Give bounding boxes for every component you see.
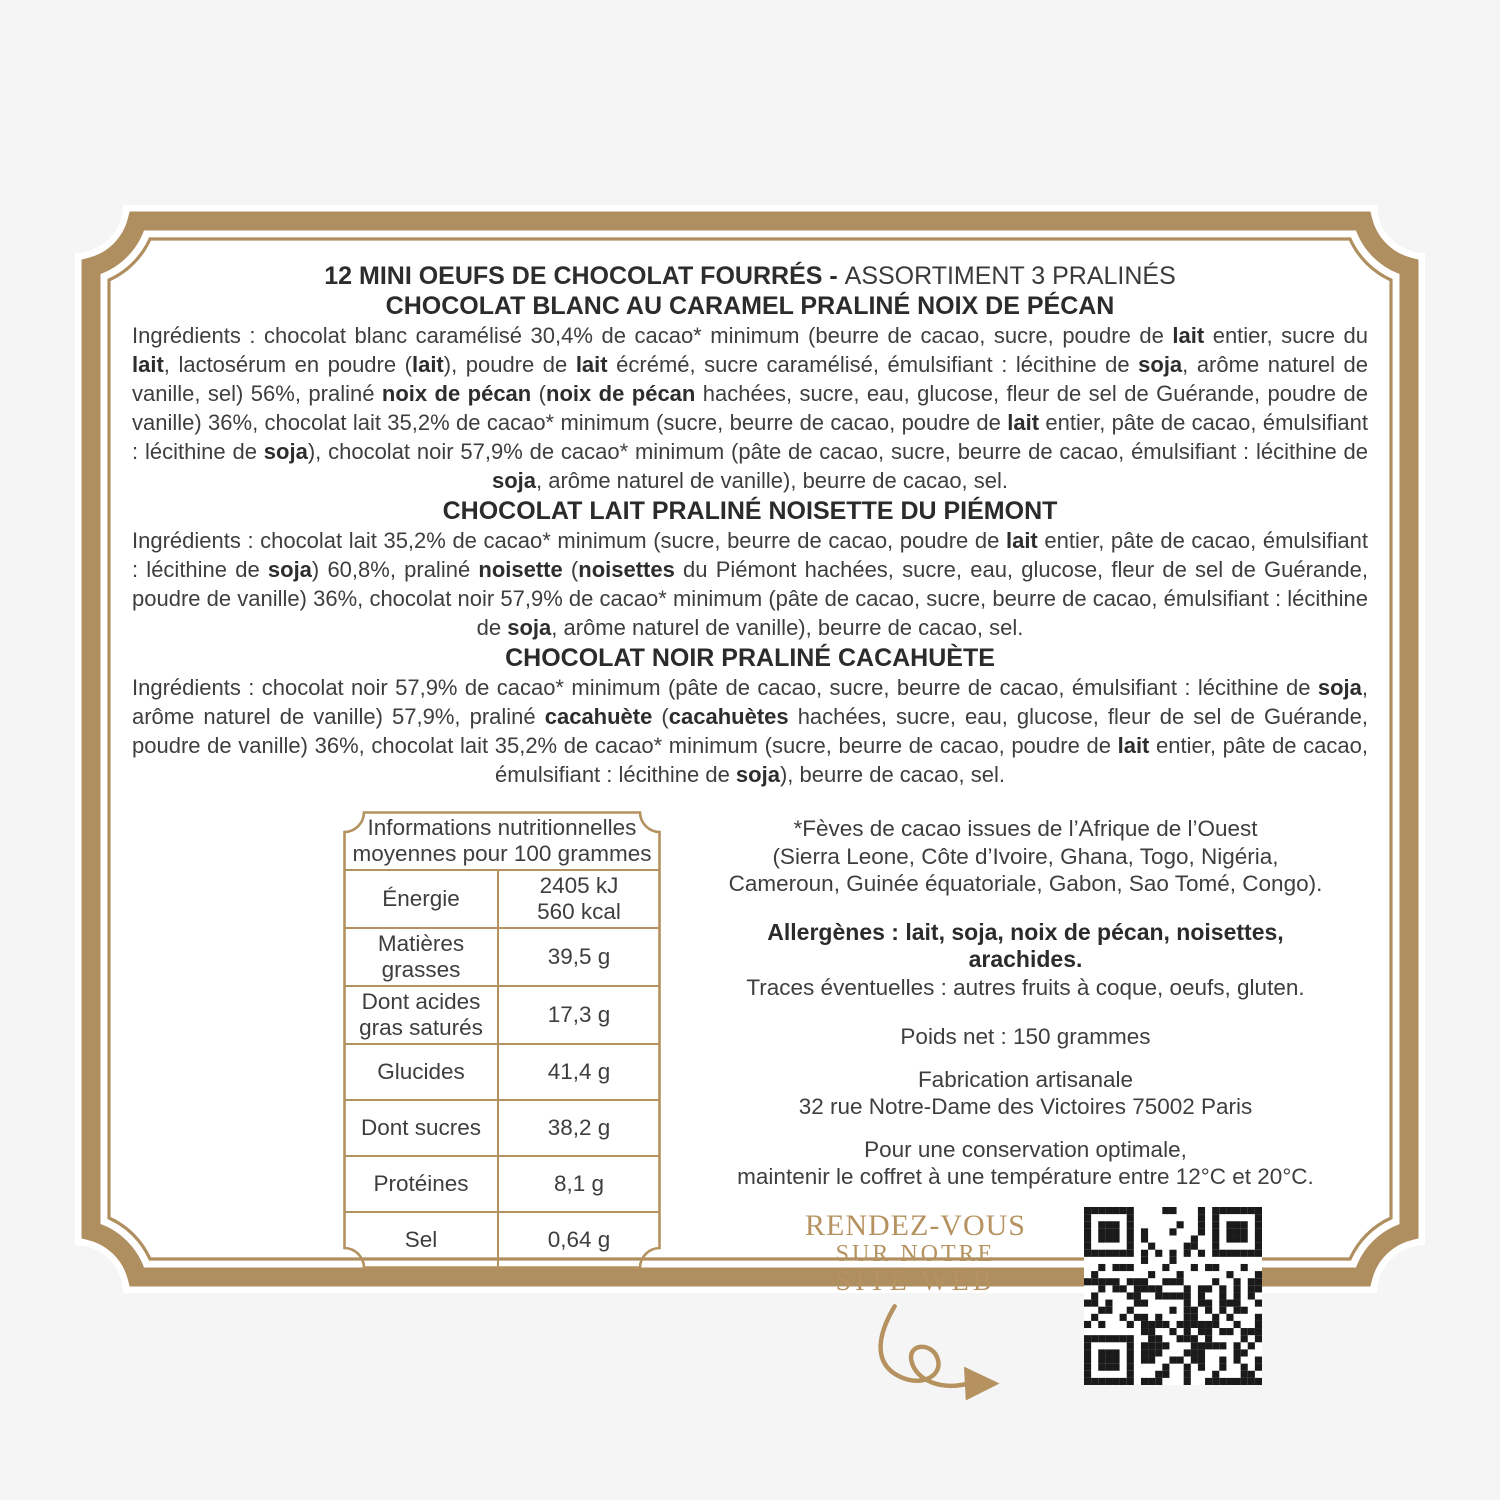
section-heading: CHOCOLAT NOIR PRALINÉ CACAHUÈTE	[505, 644, 995, 672]
nutrition-header: Informations nutritionnelles moyennes pour 100 grammes	[352, 815, 652, 866]
info-column	[713, 811, 1338, 1411]
section-dark-chocolate	[132, 643, 1368, 789]
nutrition-label: Glucides	[377, 1059, 465, 1084]
traces-line: Traces éventuelles : autres fruits à coque, oeufs, gluten.	[746, 974, 1305, 1000]
ingredients-paragraph: Ingrédients : chocolat noir 57,9% de cacao* minimum (pâte de cacao, sucre, beurre de cacao, émulsifiant : lécithine de soja, arôme naturel de vanille) 57,9%, praliné cacahuète (cacahuètes hachées, sucre, eau, glucose, fleur de sel de Guérande, poudre de vanille) 36%, chocolat lait 35,2% de cacao* minimum (sucre, beurre de cacao, poudre de lait entier, pâte de cacao, émulsifiant : lécithine de soja), beurre de cacao, sel.	[132, 675, 1368, 787]
nutrition-value: 41,4 g	[497, 1045, 659, 1099]
nutrition-row	[345, 1099, 659, 1155]
origin-note: *Fèves de cacao issues de l’Afrique de l’Ouest (Sierra Leone, Côte d’Ivoire, Ghana, Togo, Nigéria, Cameroun, Guinée équatoriale, Gabon, Sao Tomé, Congo).	[728, 816, 1323, 896]
section-milk-chocolate	[132, 496, 1368, 642]
nutrition-table	[343, 811, 661, 1269]
nutrition-label: Dont sucres	[360, 1115, 482, 1140]
website-promo-line: RENDEZ-VOUS	[805, 1208, 1026, 1242]
nutrition-label: Sel	[404, 1227, 438, 1252]
nutrition-label: Matières grasses	[377, 931, 465, 982]
ingredients-paragraph: Ingrédients : chocolat lait 35,2% de cacao* minimum (sucre, beurre de cacao, poudre de lait entier, pâte de cacao, émulsifiant : lécithine de soja) 60,8%, praliné noisette (noisettes du Piémont hachées, sucre, eau, glucose, fleur de sel de Guérande, poudre de vanille) 36%, chocolat noir 57,9% de cacao* minimum (pâte de cacao, sucre, beurre de cacao, émulsifiant : lécithine de soja, arôme naturel de vanille), beurre de cacao, sel.	[132, 528, 1368, 640]
nutrition-grid	[345, 813, 659, 1267]
nutrition-value: 0,64 g	[497, 1213, 659, 1267]
nutrition-row	[345, 1043, 659, 1099]
nutrition-value: 39,5 g	[497, 929, 659, 985]
product-label-card	[75, 205, 1425, 1297]
section-heading: CHOCOLAT LAIT PRALINÉ NOISETTE DU PIÉMONT	[442, 497, 1058, 525]
ingredients-paragraph: Ingrédients : chocolat blanc caramélisé 30,4% de cacao* minimum (beurre de cacao, sucre, poudre de lait entier, sucre du lait, lactosérum en poudre (lait), poudre de lait écrémé, sucre caramélisé, émulsifiant : lécithine de soja, arôme naturel de vanille, sel) 56%, praliné noix de pécan (noix de pécan hachées, sucre, eau, glucose, fleur de sel de Guérande, poudre de vanille) 36%, chocolat lait 35,2% de cacao* minimum (sucre, beurre de cacao, poudre de lait entier, pâte de cacao, émulsifiant : lécithine de soja), chocolat noir 57,9% de cacao* minimum (pâte de cacao, sucre, beurre de cacao, émulsifiant : lécithine de soja, arôme naturel de vanille), beurre de cacao, sel.	[132, 323, 1369, 493]
nutrition-row	[345, 1155, 659, 1211]
swirl-arrow-icon	[868, 1301, 1028, 1411]
bottom-area	[132, 811, 1368, 1411]
nutrition-value: 8,1 g	[497, 1157, 659, 1211]
product-title: 12 MINI OEUFS DE CHOCOLAT FOURRÉS - ASSORTIMENT 3 PRALINÉS	[324, 262, 1176, 290]
nutrition-value: 17,3 g	[497, 987, 659, 1043]
nutrition-label: Dont acides gras saturés	[359, 989, 483, 1040]
nutrition-row	[345, 1211, 659, 1267]
website-qr-area	[713, 1207, 1338, 1411]
section-white-chocolate	[132, 291, 1368, 495]
storage-advice: Pour une conservation optimale, maintenir le coffret à une température entre 12°C et 20°C.	[737, 1136, 1314, 1189]
allergens-line: Allergènes : lait, soja, noix de pécan, noisettes, arachides.	[767, 918, 1284, 972]
website-promo-line: SUR NOTRE	[835, 1240, 996, 1267]
label-content	[132, 261, 1368, 1411]
manufacture-info: Fabrication artisanale 32 rue Notre-Dame des Victoires 75002 Paris	[798, 1066, 1253, 1119]
nutrition-value: 2405 kJ 560 kcal	[497, 871, 659, 927]
nutrition-row	[345, 927, 659, 985]
net-weight: Poids net : 150 grammes	[900, 1024, 1151, 1049]
qr-code	[1084, 1207, 1262, 1385]
nutrition-label: Énergie	[382, 886, 460, 911]
nutrition-row	[345, 985, 659, 1043]
nutrition-row	[345, 869, 659, 927]
nutrition-value: 38,2 g	[497, 1101, 659, 1155]
section-heading: CHOCOLAT BLANC AU CARAMEL PRALINÉ NOIX DE PÉCAN	[385, 292, 1115, 320]
website-promo	[790, 1207, 1042, 1411]
nutrition-label: Protéines	[373, 1171, 469, 1196]
website-promo-line: SITE WEB	[835, 1265, 996, 1297]
allergens-block	[713, 919, 1338, 1002]
